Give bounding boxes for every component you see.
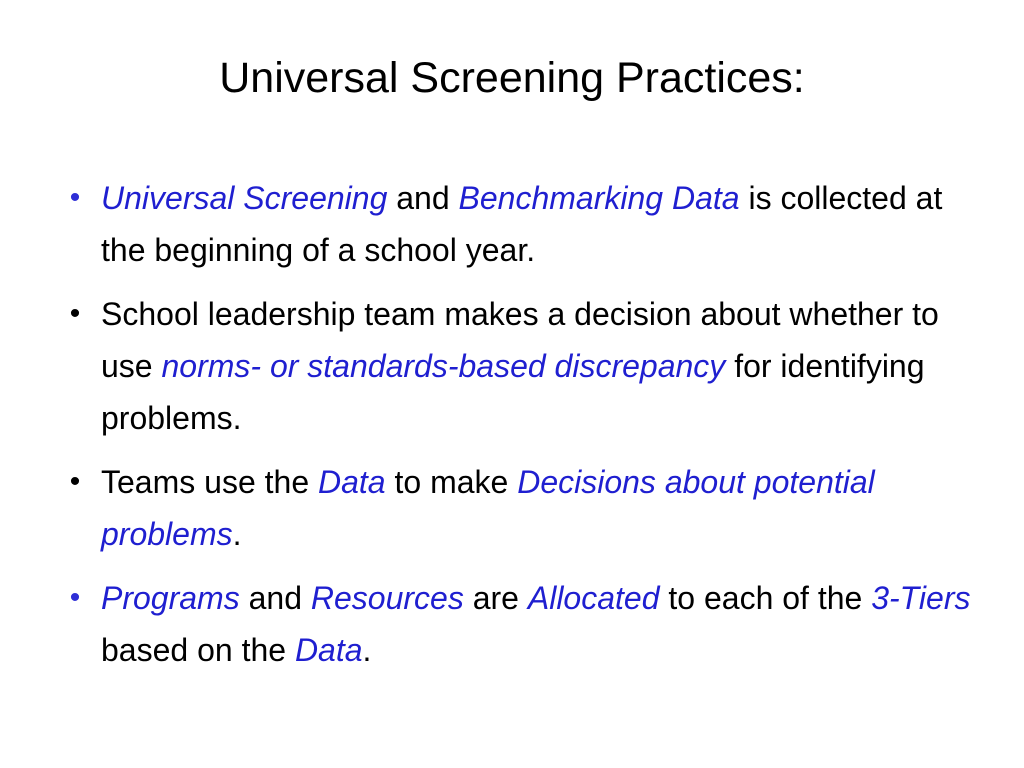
bullet-text: School leadership team makes a decision about whether to use xyxy=(101,296,939,384)
highlight-term: Decisions about potential problems xyxy=(101,464,875,552)
bullet-text: . xyxy=(362,632,372,668)
highlight-term: Universal Screening xyxy=(101,180,388,216)
slide-title: Universal Screening Practices: xyxy=(219,54,805,102)
bullet-text: based on the xyxy=(101,632,295,668)
highlight-term: 3-Tiers xyxy=(871,580,971,616)
highlight-term: Allocated xyxy=(527,580,660,616)
bullet-item-teams xyxy=(56,456,976,560)
bullet-text: for identifying problems. xyxy=(101,348,925,436)
highlight-term: Data xyxy=(318,464,386,500)
bullet-text: and xyxy=(239,580,311,616)
bullet-text: . xyxy=(232,516,242,552)
bullet-text: Teams use the xyxy=(101,464,318,500)
bullet-item-screening xyxy=(56,172,976,276)
highlight-term: Benchmarking Data xyxy=(458,180,740,216)
highlight-term: norms- or standards-based discrepancy xyxy=(161,348,726,384)
bullet-marker: • xyxy=(69,581,81,614)
highlight-term: Data xyxy=(294,632,363,668)
bullet-text: is collected at the beginning of a school year. xyxy=(101,180,943,268)
bullet-item-leadership xyxy=(56,288,976,444)
bullet-text: are xyxy=(463,580,528,616)
bullet-item-programs xyxy=(56,572,976,676)
bullet-list xyxy=(56,172,976,688)
highlight-term: Programs xyxy=(101,580,240,616)
bullet-marker: • xyxy=(69,465,81,498)
bullet-text: to make xyxy=(385,464,518,500)
highlight-term: Resources xyxy=(310,580,464,616)
bullet-text: to each of the xyxy=(659,580,872,616)
bullet-marker: • xyxy=(69,297,81,330)
bullet-text: and xyxy=(387,180,459,216)
bullet-marker: • xyxy=(69,181,81,214)
